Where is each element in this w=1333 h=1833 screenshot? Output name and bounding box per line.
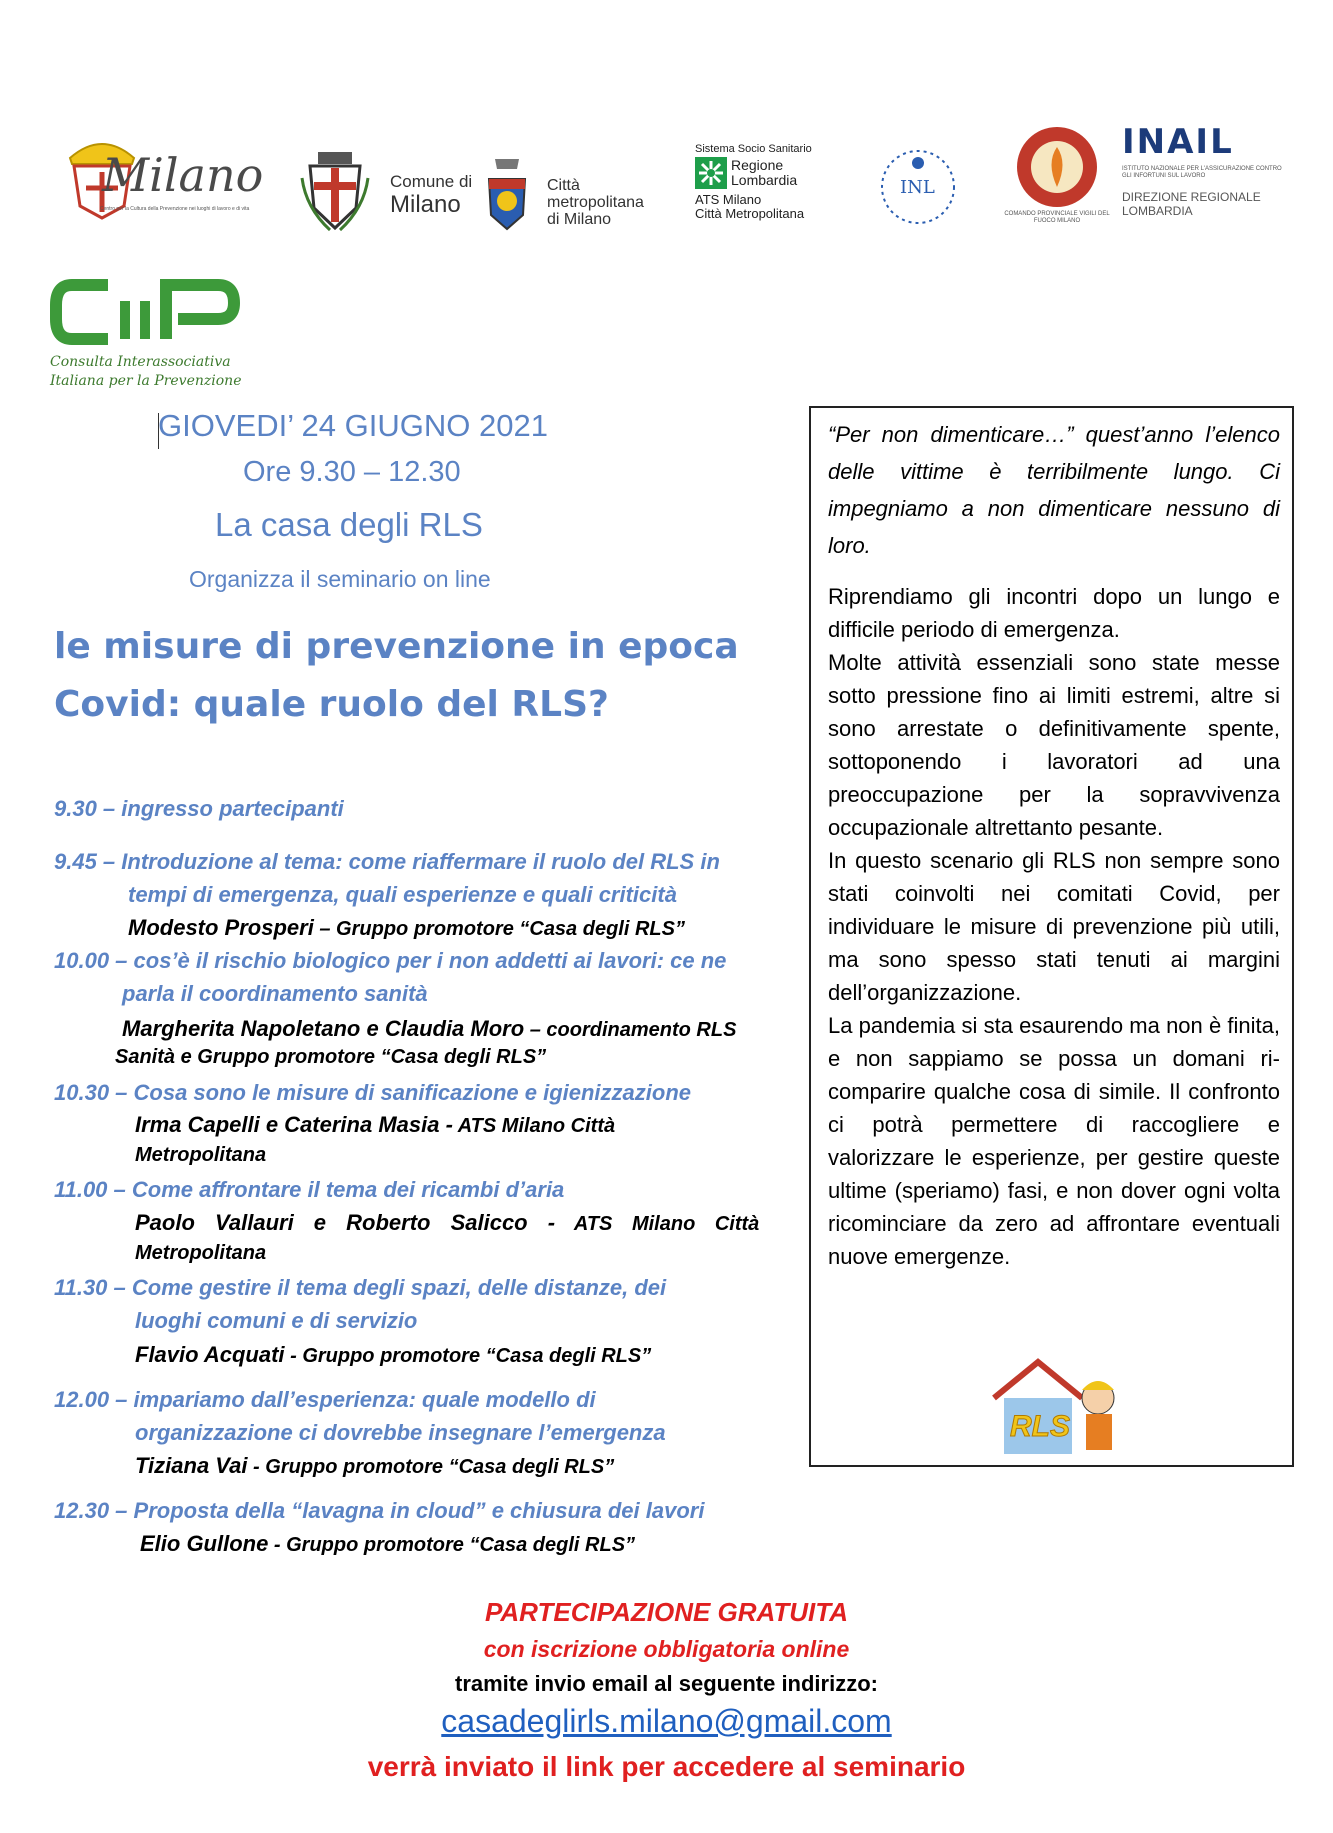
program-item-945-cont: tempi di emergenza, quali esperienze e quali criticità [128,882,677,907]
metropolitan-crest-icon [477,155,537,235]
program-item-1200-cont: organizzazione ci dovrebbe insegnare l’emergenza [135,1420,666,1445]
regione-lombardia-logo [695,143,840,233]
speaker-name: Elio Gullone [140,1531,269,1556]
box-paragraph: La pandemia si sta esaurendo ma non è finita, e non sappiamo se possa un domani ri-comparire qualche cosa di simile. Il confronto ci potrà permettere di raccogliere e valorizzare le esperienze, per gestire queste ultime (speriamo) fasi, e non dover ogni volta ricominciare da zero ad affrontare eventuali nuove emergenze. [828,1013,1280,1269]
program-item-1130: 11.30 – Come gestire il tema degli spazi, delle distanze, dei [54,1275,667,1300]
speaker-role: ATS Milano Città [452,1115,616,1137]
comune-line2: Milano [390,191,461,218]
ciip-logo [50,275,250,390]
ciip-line1: Consulta Interassociativa [50,354,231,370]
inail-logo [1122,122,1282,232]
regione-line3: Lombardia [731,172,798,188]
vvf-caption: COMANDO PROVINCIALE VIGILI DEL FUOCO MILANO [1004,211,1110,224]
citta-line2: metropolitana [547,194,644,211]
casa-rls-illustration [990,1358,1120,1458]
inl-logo [858,147,978,227]
speaker-name: Irma Capelli e Caterina Masia - [135,1112,453,1137]
speaker-945 [128,911,685,946]
organizza-subtitle: Organizza il seminario on line [189,566,491,592]
comune-di-milano-logo [298,148,483,234]
speaker-1000-cont: Sanità e Gruppo promotore “Casa degli RLS” [115,1046,547,1068]
speaker-1230 [140,1527,635,1562]
milano-prevention-logo [62,128,284,220]
speaker-1200 [135,1449,614,1484]
email-instructions: tramite invio email al seguente indirizzo: [455,1671,878,1696]
ciip-line2: Italiana per la Prevenzione [50,373,242,389]
speaker-name: Tiziana Vai [135,1453,248,1478]
program-item-1230: 12.30 – Proposta della “lavagna in cloud” e chiusura dei lavori [54,1498,705,1523]
citta-line3: di Milano [547,211,612,228]
inail-name: INAIL [1122,122,1234,162]
registration-required: con iscrizione obbligatoria online [483,1636,850,1662]
free-participation: PARTECIPAZIONE GRATUITA [484,1597,849,1627]
memorial-body [828,580,1280,1273]
milano-logo-word: Milano [102,148,264,202]
inail-fullname: ISTITUTO NAZIONALE PER L'ASSICURAZIONE CONTRO GLI INFORTUNI SUL LAVORO [1122,166,1282,179]
regione-line2: Regione [731,157,784,173]
program-item-1000: 10.00 – cos’è il rischio biologico per i non addetti ai lavori: ce ne [54,948,727,973]
speaker-1130 [135,1338,651,1373]
speaker-1100 [135,1206,759,1241]
program-item-1000-cont: parla il coordinamento sanità [122,981,428,1006]
box-paragraph: Riprendiamo gli incontri dopo un lungo e difficile periodo di emergenza. [828,584,1280,642]
ciip-letters-icon [50,275,240,353]
comune-line1: Comune di [390,172,473,191]
milano-logo-subtitle: Centro per la Cultura della Prevenzione nei luoghi di lavoro e di vita [100,206,250,212]
box-paragraph: Molte attività essenziali sono state messe sotto pressione fino ai limiti estremi, altre si sono arrestate o definitivamente spente, sottoponendo i lavoratori ad una preoccupazione per la sopravvivenza occupazionale altrettanto pesante. [828,650,1280,840]
speaker-role: - Gruppo promotore “Casa degli RLS” [284,1345,652,1367]
inail-dir1: DIREZIONE REGIONALE [1122,190,1261,204]
speaker-name: Flavio Acquati [135,1342,285,1367]
speaker-name: Margherita Napoletano e Claudia Moro [122,1016,525,1041]
speaker-name: Modesto Prosperi [128,915,314,940]
inl-initials: INL [900,177,935,198]
program-item-930: 9.30 – ingresso partecipanti [54,796,344,821]
link-notice: verrà inviato il link per accedere al seminario [367,1751,966,1782]
email-link[interactable]: casadeglirls.milano@gmail.com [441,1703,892,1739]
inail-dir2: LOMBARDIA [1122,204,1193,218]
box-paragraph: In questo scenario gli RLS non sempre sono stati coinvolti nei comitati Covid, per individuare le misure di prevenzione più utili, ma sono spesso stati tenuti ai margini dell’organizzazione. [828,848,1280,1005]
program-item-1200: 12.00 – impariamo dall’esperienza: quale modello di [54,1387,596,1412]
vigili-del-fuoco-logo [1002,125,1112,225]
event-time: Ore 9.30 – 12.30 [243,456,461,488]
seminar-title [54,618,754,734]
fire-brigade-badge-icon [1002,125,1112,211]
regione-rose-icon [695,157,727,189]
regione-line1: Sistema Socio Sanitario [695,143,812,155]
seminar-title-line2: Covid: quale ruolo del RLS? [54,684,609,725]
speaker-name: Paolo Vallauri e Roberto Salicco - [135,1210,556,1235]
speaker-1030-cont: Metropolitana [135,1144,267,1166]
speaker-role: - Gruppo promotore “Casa degli RLS” [247,1456,615,1478]
speaker-role: – Gruppo promotore “Casa degli RLS” [313,918,685,940]
program-item-1030: 10.30 – Cosa sono le misure di sanificazione e igienizzazione [54,1080,691,1105]
event-date: GIOVEDI’ 24 GIUGNO 2021 [158,408,548,443]
citta-metropolitana-logo [477,155,655,235]
program-item-1100: 11.00 – Come affrontare il tema dei ricambi d’aria [54,1177,565,1202]
memorial-intro: “Per non dimenticare…” quest’anno l’elenco delle vittime è terribilmente lungo. Ci impegniamo a non dimenticare nessuno di loro. [828,422,1280,558]
city-crest-icon [300,148,370,234]
program-item-1130-cont: luoghi comuni e di servizio [135,1308,418,1333]
seminar-title-line1: le misure di prevenzione in epoca [54,626,739,667]
speaker-role: - Gruppo promotore “Casa degli RLS” [268,1534,636,1556]
regione-line5: Città Metropolitana [695,206,805,221]
speaker-1030 [135,1108,615,1143]
speaker-role: – coordinamento RLS [524,1019,737,1041]
program-item-945: 9.45 – Introduzione al tema: come riaffermare il ruolo del RLS in [54,849,720,874]
speaker-role: ATS Milano Città [555,1213,760,1235]
regione-line4: ATS Milano [695,192,762,207]
citta-line1: Città [547,177,580,194]
organizer-name: La casa degli RLS [215,506,483,543]
house-label: RLS [1010,1410,1070,1443]
speaker-1100-cont: Metropolitana [135,1242,267,1264]
